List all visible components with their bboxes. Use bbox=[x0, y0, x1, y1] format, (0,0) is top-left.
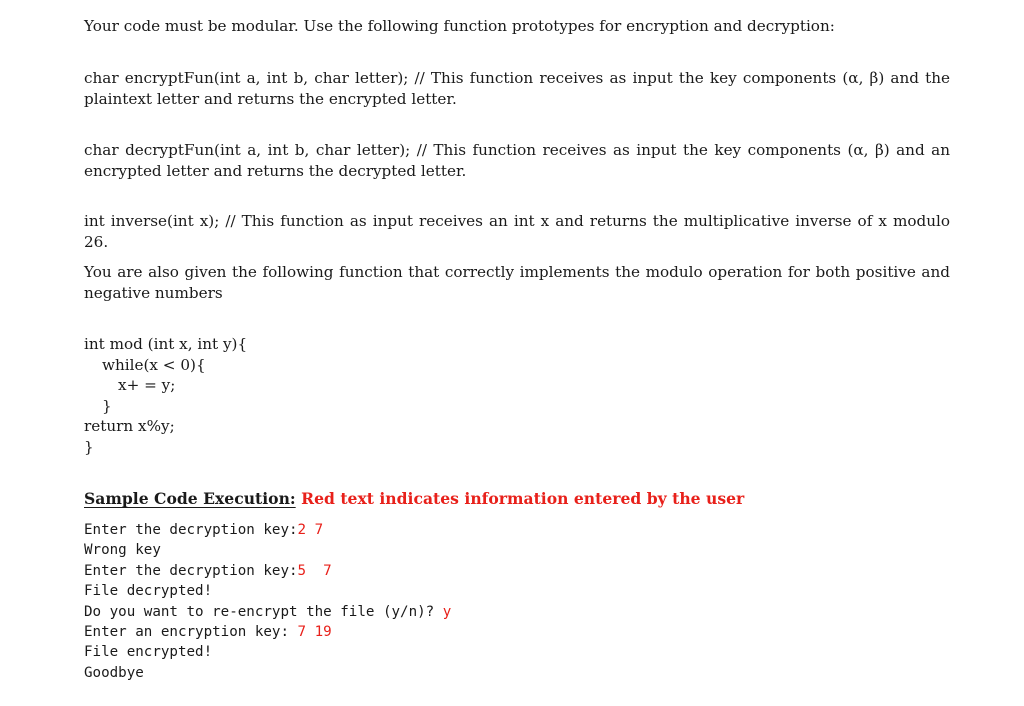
console-line bbox=[84, 520, 451, 540]
code-line: } bbox=[84, 437, 94, 456]
sample-execution-heading bbox=[84, 488, 744, 509]
console-line bbox=[84, 642, 451, 662]
console-user-input: y bbox=[442, 603, 452, 620]
console-user-input: 2 7 bbox=[297, 522, 324, 538]
console-prompt: Enter the decryption key: bbox=[84, 522, 298, 538]
console-prompt: Wrong key bbox=[84, 542, 161, 559]
code-line: x+ = y; bbox=[118, 376, 176, 394]
console-prompt: Do you want to re-encrypt the file (y/n)? bbox=[84, 603, 443, 620]
code-line: int mod (int x, int y){ bbox=[84, 335, 248, 353]
user-input-note: Red text indicates information entered by the user bbox=[301, 489, 745, 508]
console-line bbox=[84, 581, 451, 601]
sample-console-output bbox=[84, 520, 451, 683]
encrypt-prototype-paragraph: char encryptFun(int a, int b, char letter); // This function receives as input the key components (α, β) and the plaintext letter and returns the encrypted letter. bbox=[84, 69, 950, 108]
console-line bbox=[84, 561, 451, 581]
code-line: return x%y; bbox=[84, 417, 175, 435]
console-prompt: File encrypted! bbox=[84, 644, 213, 661]
decrypt-prototype-paragraph: char decryptFun(int a, int b, char letter); // This function receives as input the key components (α, β) and an encrypted letter and returns the decrypted letter. bbox=[84, 141, 950, 180]
console-line bbox=[84, 663, 451, 683]
sample-execution-label: Sample Code Execution: bbox=[84, 489, 296, 508]
console-line bbox=[84, 540, 451, 560]
console-line bbox=[84, 622, 451, 642]
code-line: while(x < 0){ bbox=[102, 355, 206, 374]
console-prompt: Goodbye bbox=[84, 664, 144, 681]
console-user-input: 7 19 bbox=[297, 624, 332, 641]
mod-intro-paragraph: You are also given the following function that correctly implements the modulo operation for both positive and negative numbers bbox=[84, 263, 950, 302]
modular-paragraph: Your code must be modular. Use the following function prototypes for encryption and decryption: bbox=[84, 17, 835, 35]
mod-function-code bbox=[84, 334, 247, 457]
console-prompt: File decrypted! bbox=[84, 583, 213, 600]
console-user-input: 5 7 bbox=[297, 562, 332, 579]
console-prompt: Enter an encryption key: bbox=[84, 624, 298, 641]
code-line: } bbox=[102, 396, 112, 415]
console-line bbox=[84, 602, 451, 622]
console-prompt: Enter the decryption key: bbox=[84, 562, 298, 579]
inverse-prototype-paragraph: int inverse(int x); // This function as input receives an int x and returns the multiplicative inverse of x modulo 26. bbox=[84, 212, 950, 251]
